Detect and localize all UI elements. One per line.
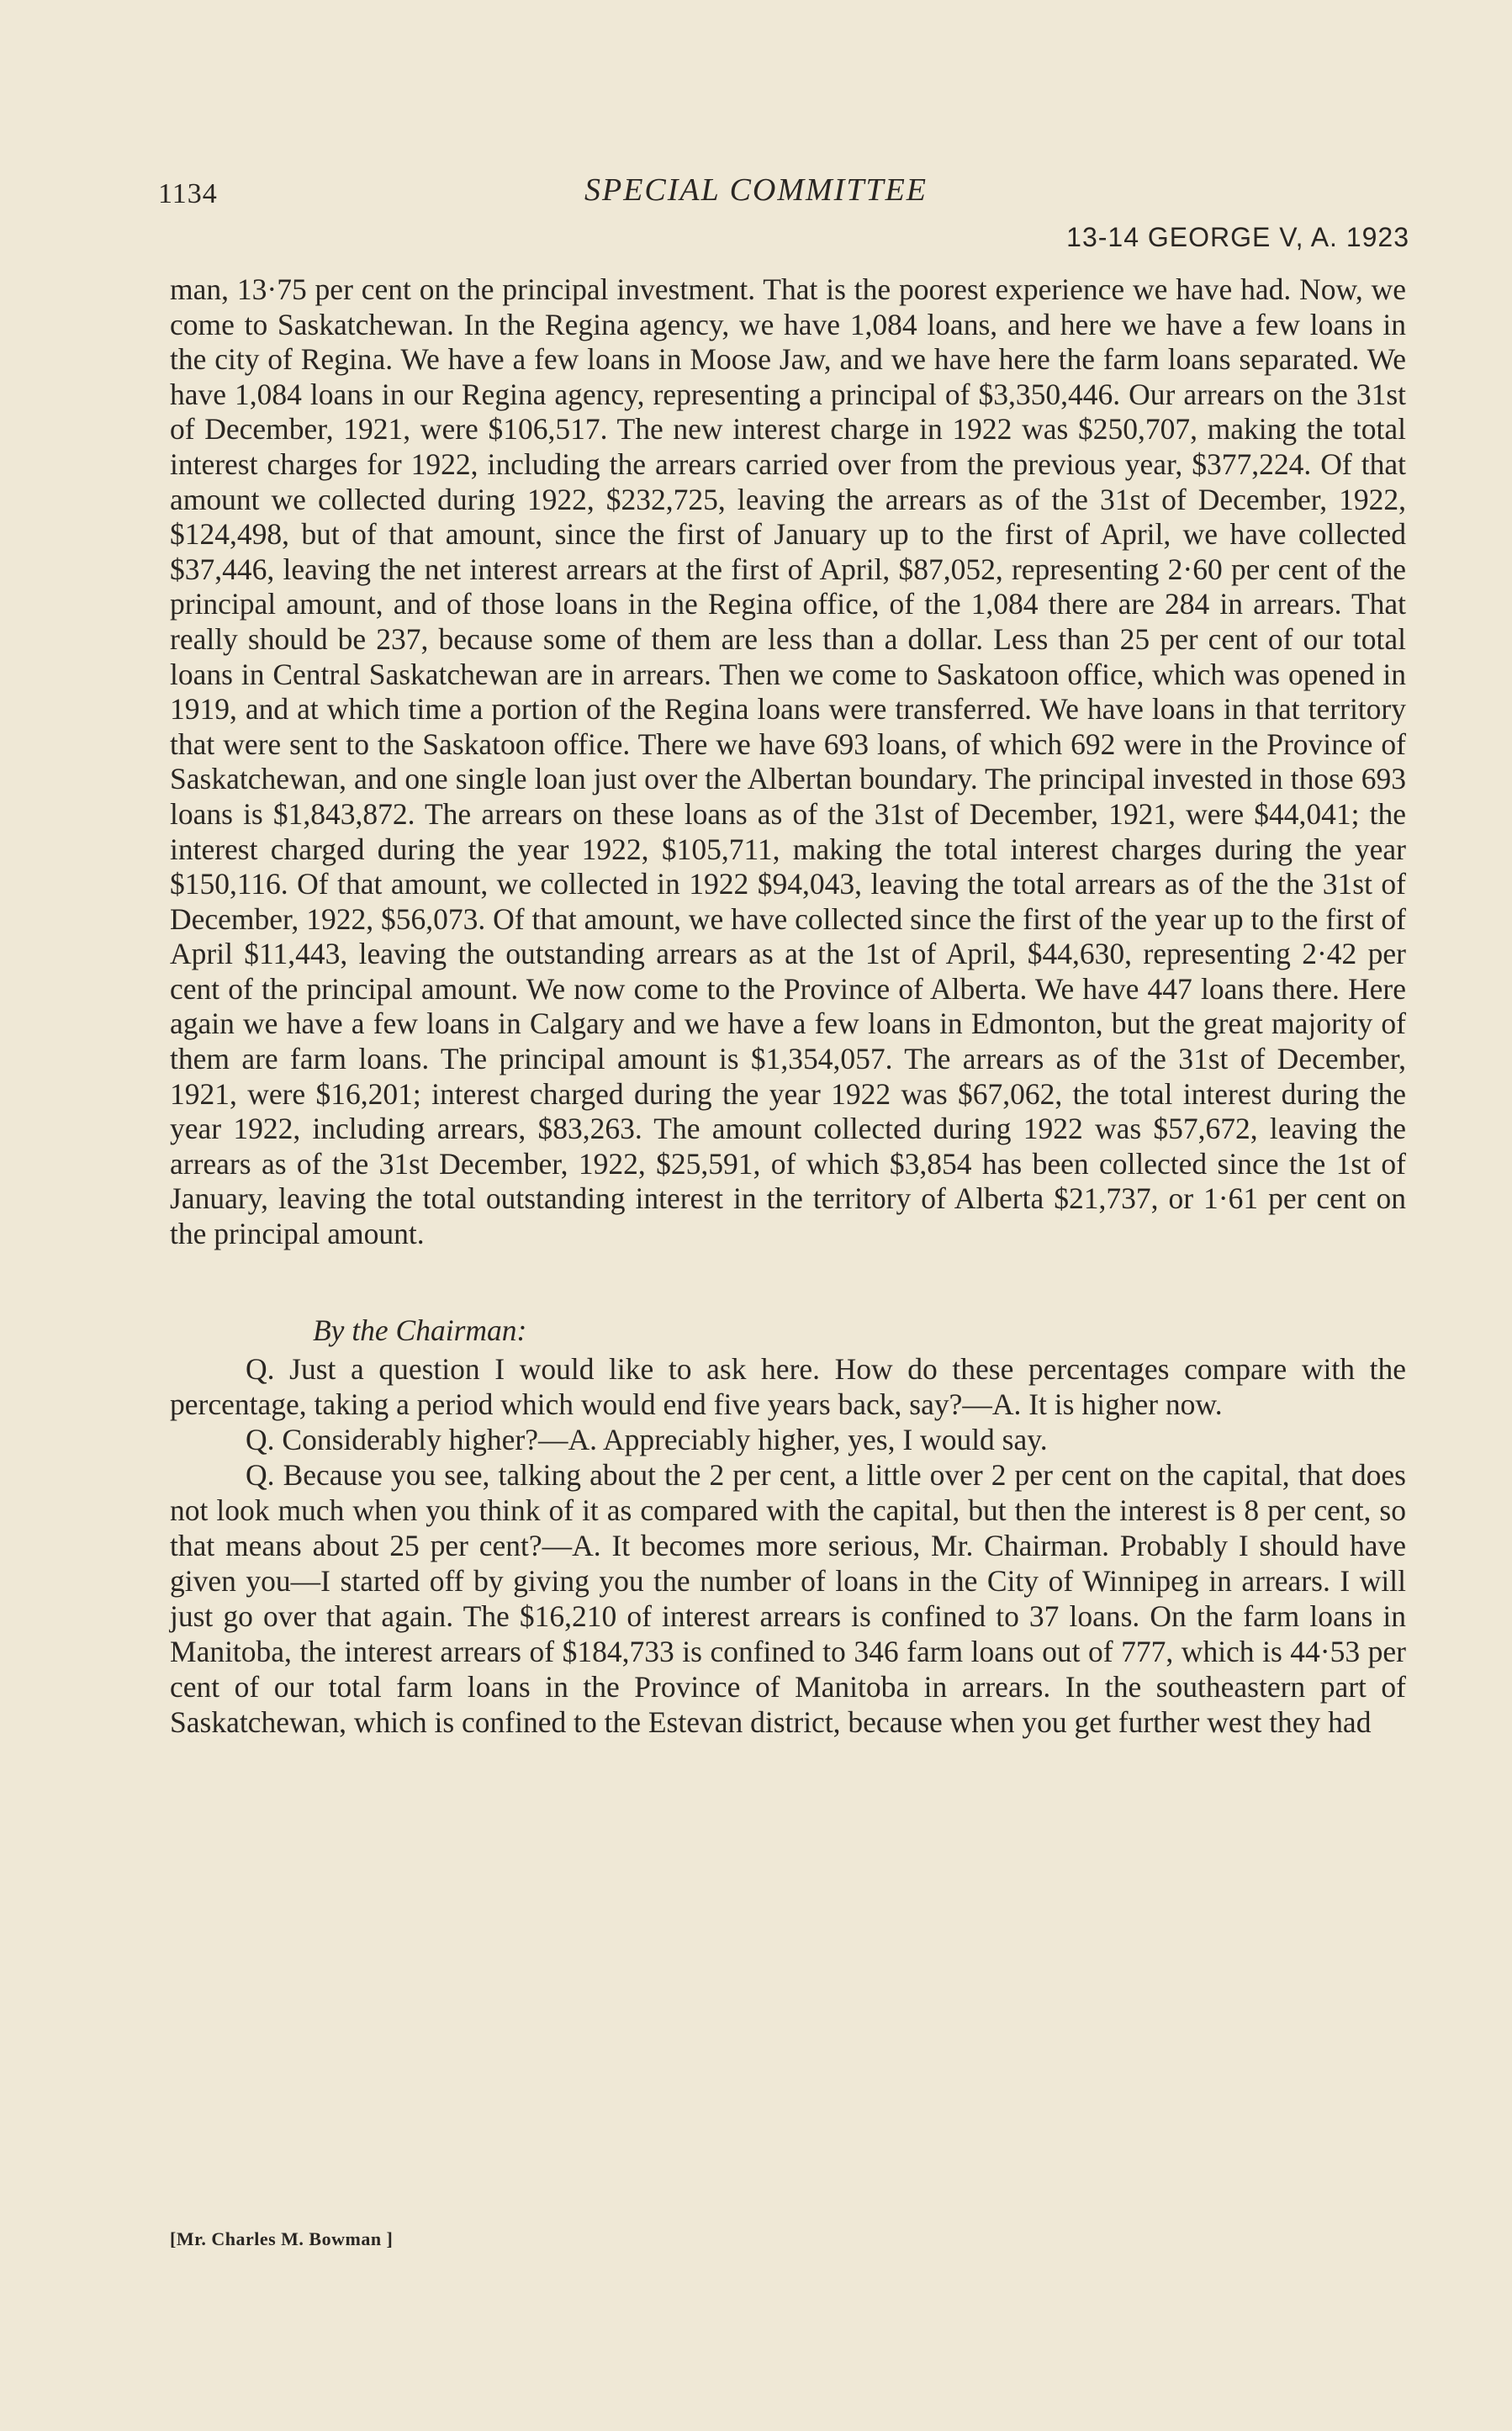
speaker-heading: By the Chairman: bbox=[313, 1313, 527, 1347]
question-answer-3: Q. Because you see, talking about the 2 per cent, a little over 2 per cent on the capital, that does not look much when you think of it as compared with the capital, but then the interest is 8 per cent, so that means about 25 per cent?—A. It becomes more serious, Mr. Chairman. Probably I should have given you—I started off by giving you the number of loans in the City of Winnipeg in arrears. I will just go over that again. The $16,210 of interest arrears is confined to 37 loans. On the farm loans in Manitoba, the interest arrears of $184,733 is confined to 346 farm loans out of 777, which is 44·53 per cent of our total farm loans in the Province of Manitoba in arrears. In the southeastern part of Saskatchewan, which is confined to the Estevan district, because when you get further west they had bbox=[170, 1457, 1406, 1739]
session-reference: 13-14 GEORGE V, A. 1923 bbox=[1066, 222, 1409, 252]
paragraph-saskatchewan-alberta: man, 13·75 per cent on the principal investment. That is the poorest experience we have had. Now, we come to Saskatchewan. In the Regina agency, we have 1,084 loans, and here we have a few loans in the city of Regina. We have a few loans in Moose Jaw, and we have here the farm loans separated. We have 1,084 loans in our Regina agency, representing a principal of $3,350,446. Our arrears on the 31st of December, 1921, were $106,517. The new interest charge in 1922 was $250,707, making the total interest charges for 1922, including the arrears carried over from the previous year, $377,224. Of that amount we collected during 1922, $232,725, leaving the arrears as of the 31st of December, 1922, $124,498, but of that amount, since the first of January up to the first of April, we have collected $37,446, leaving the net interest arrears at the first of April, $87,052, representing 2·60 per cent of the principal amount, and of those loans in the Regina office, of the 1,084 there are 284 in arrears. That really should be 237, because some of them are less than a dollar. Less than 25 per cent of our total loans in Central Saskatchewan are in arrears. Then we come to Saskatoon office, which was opened in 1919, and at which time a portion of the Regina loans were transferred. We have loans in that territory that were sent to the Saskatoon office. There we have 693 loans, of which 692 were in the Province of Saskatchewan, and one single loan just over the Albertan boundary. The principal invested in those 693 loans is $1,843,872. The arrears on these loans as of the 31st of December, 1921, were $44,041; the interest charged during the year 1922, $105,711, making the total interest charges during the year $150,116. Of that amount, we collected in 1922 $94,043, leaving the total arrears as of the the 31st of December, 1922, $56,073. Of that amount, we have collected since the first of the year up to the first of April $11,443, leaving the outstanding arrears as at the 1st of April, $44,630, representing 2·42 per cent of the principal amount. We now come to the Province of Alberta. We have 447 loans there. Here again we have a few loans in Calgary and we have a few loans in Edmonton, but the great majority of them are farm loans. The principal amount is $1,354,057. The arrears as of the 31st of December, 1921, were $16,201; interest charged during the year 1922 was $67,062, the total interest during the year 1922, including arrears, $83,263. The amount collected during 1922 was $57,672, leaving the arrears as of the 31st December, 1922, $25,591, of which $3,854 has been collected since the 1st of January, leaving the total outstanding interest in the territory of Alberta $21,737, or 1·61 per cent on the principal amount. bbox=[170, 272, 1406, 1251]
running-title: SPECIAL COMMITTEE bbox=[584, 172, 928, 208]
question-answer-1: Q. Just a question I would like to ask here. How do these percentages compare with the percentage, taking a period which would end five years back, say?—A. It is higher now. bbox=[170, 1351, 1406, 1421]
body-text bbox=[170, 272, 1406, 1740]
question-answer-2: Q. Considerably higher?—A. Appreciably higher, yes, I would say. bbox=[246, 1422, 1048, 1456]
page-number: 1134 bbox=[158, 178, 218, 209]
speaker-attribution: [Mr. Charles M. Bowman ] bbox=[170, 2228, 394, 2249]
